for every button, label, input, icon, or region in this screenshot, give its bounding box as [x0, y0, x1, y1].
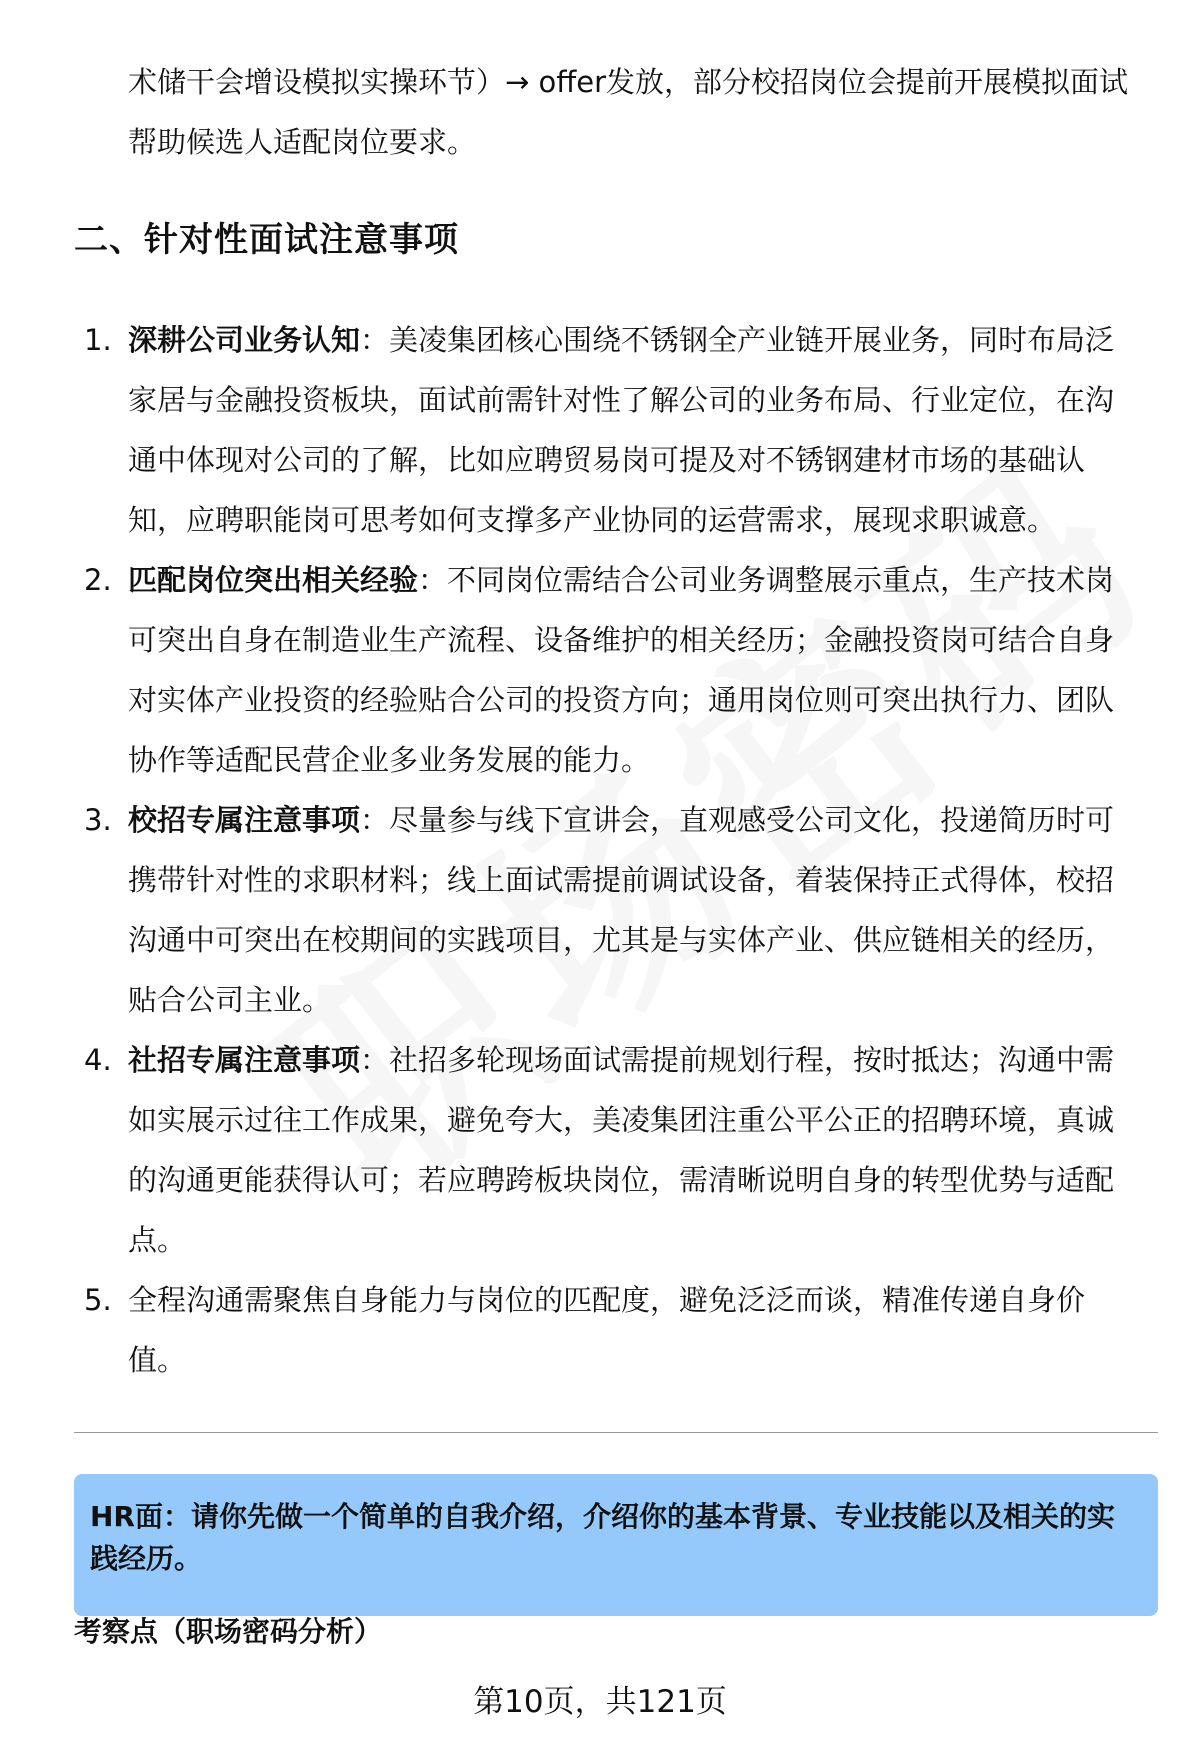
page-footer: 第10页，共121页 — [473, 1684, 727, 1720]
list-item-number: 2. — [84, 563, 112, 597]
continuation-paragraph: 术储干会增设模拟实操环节）→ offer发放，部分校招岗位会提前开展模拟面试帮助候选人适配岗位要求。 — [128, 65, 1129, 159]
question-text: HR面：请你先做一个简单的自我介绍，介绍你的基本背景、专业技能以及相关的实践经历。 — [90, 1500, 1115, 1575]
list-item-body: ：尽量参与线下宣讲会，直观感受公司文化，投递简历时可携带针对性的求职材料；线上面试需提前调试设备，着装保持正式得体，校招沟通中可突出在校期间的实践项目，尤其是与实体产业、供应链相关的经历，贴合公司主业。 — [128, 803, 1115, 1017]
list-item-number: 1. — [84, 323, 112, 357]
tips-list — [0, 310, 1200, 1390]
list-item — [0, 790, 1140, 1030]
section-heading: 二、针对性面试注意事项 — [74, 220, 459, 260]
question-callout — [74, 1474, 1158, 1616]
analysis-heading: 考察点（职场密码分析） — [74, 1615, 383, 1648]
list-item-body: ：社招多轮现场面试需提前规划行程，按时抵达；沟通中需如实展示过往工作成果，避免夸大，美凌集团注重公平公正的招聘环境，真诚的沟通更能获得认可；若应聘跨板块岗位，需清晰说明自身的转型优势与适配点。 — [128, 1043, 1115, 1257]
list-item-body: ：不同岗位需结合公司业务调整展示重点，生产技术岗可突出自身在制造业生产流程、设备维护的相关经历；金融投资岗可结合自身对实体产业投资的经验贴合公司的投资方向；通用岗位则可突出执行力、团队协作等适配民营企业多业务发展的能力。 — [128, 563, 1115, 777]
list-item-title: 校招专属注意事项 — [128, 803, 361, 837]
list-item — [0, 550, 1140, 790]
list-item-title: 深耕公司业务认知 — [128, 323, 361, 357]
list-item-body: 全程沟通需聚焦自身能力与岗位的匹配度，避免泛泛而谈，精准传递自身价值。 — [128, 1283, 1086, 1377]
list-item-title: 社招专属注意事项 — [128, 1043, 361, 1077]
list-item — [0, 310, 1140, 550]
list-item-number: 5. — [84, 1283, 112, 1317]
list-item — [0, 1030, 1140, 1270]
list-item-number: 3. — [84, 803, 112, 837]
list-item — [0, 1270, 1140, 1390]
list-item-title: 匹配岗位突出相关经验 — [128, 563, 419, 597]
horizontal-divider — [74, 1432, 1158, 1433]
list-item-number: 4. — [84, 1043, 112, 1077]
list-item-body: ：美凌集团核心围绕不锈钢全产业链开展业务，同时布局泛家居与金融投资板块，面试前需针对性了解公司的业务布局、行业定位，在沟通中体现对公司的了解，比如应聘贸易岗可提及对不锈钢建材市场的基础认知，应聘职能岗可思考如何支撑多产业协同的运营需求，展现求职诚意。 — [128, 323, 1115, 537]
